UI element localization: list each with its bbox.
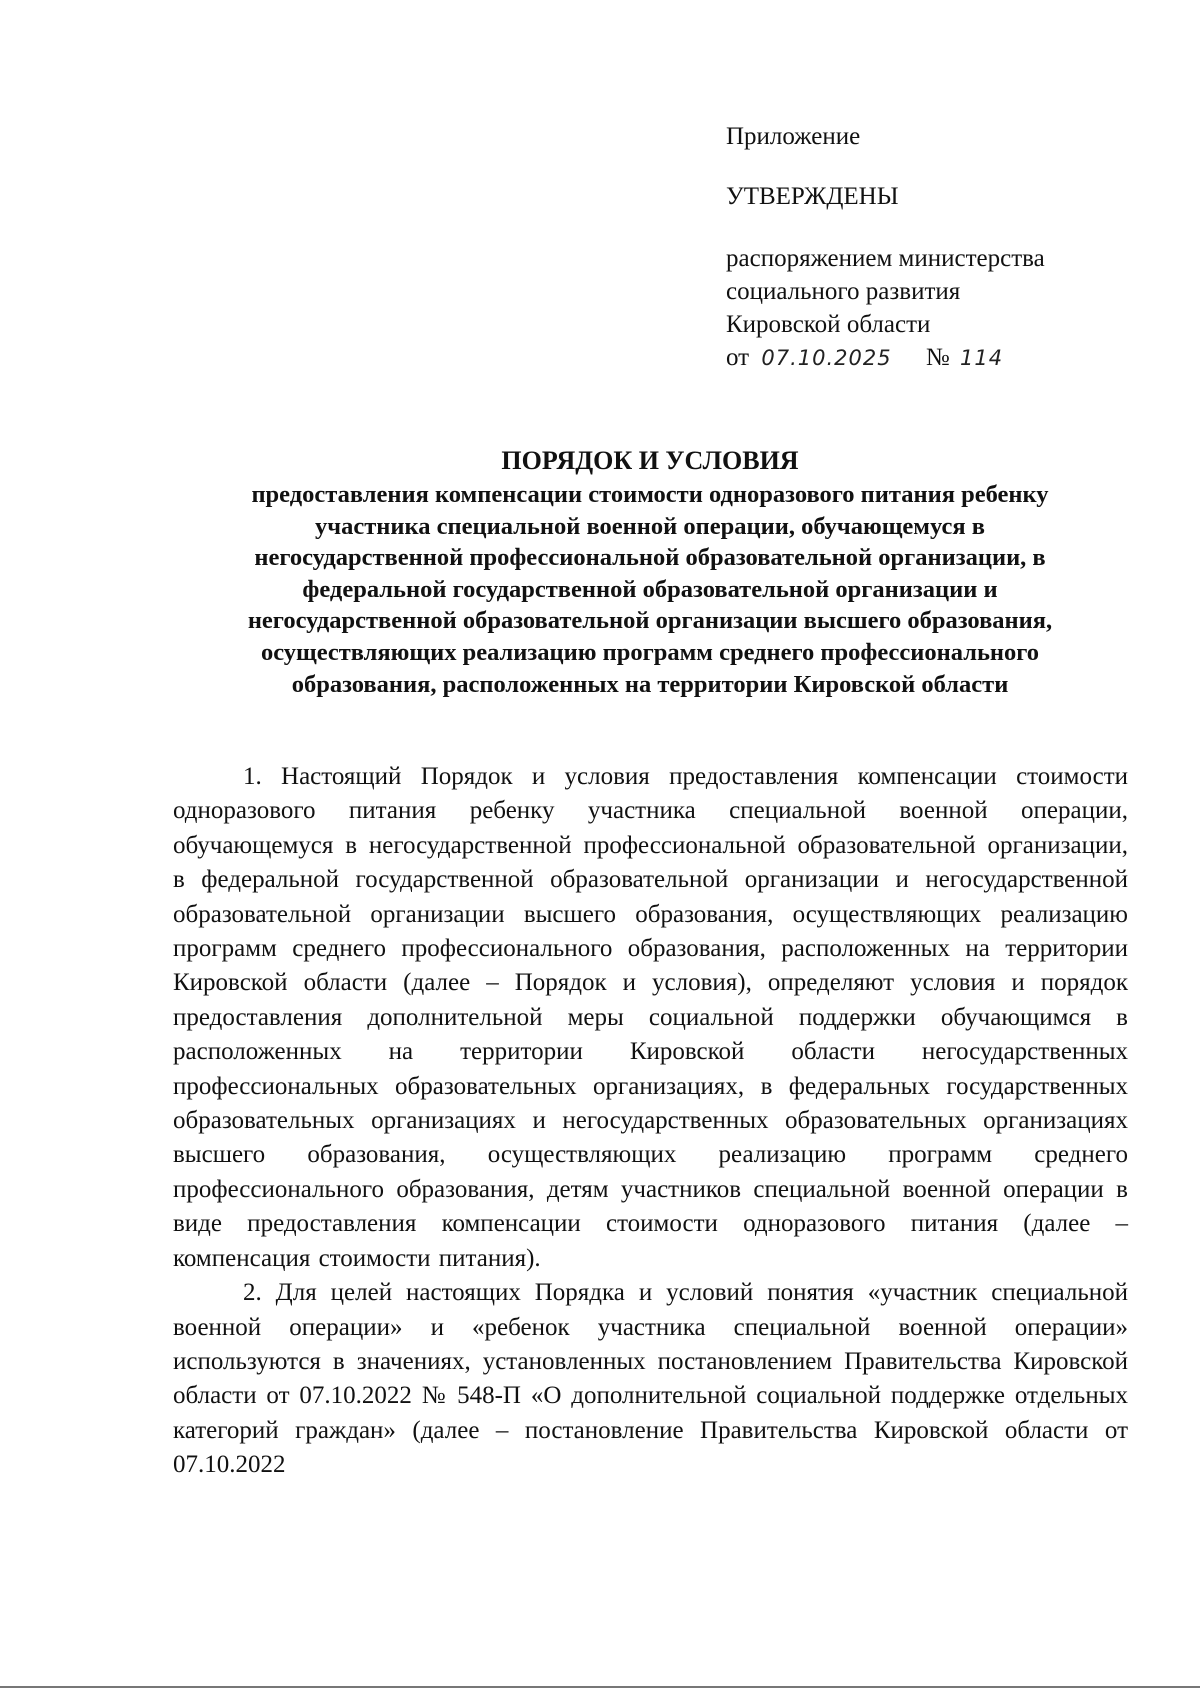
page-bottom-edge: [0, 1686, 1200, 1688]
number-prefix: №: [925, 344, 950, 371]
document-subtitle: [160, 479, 1140, 700]
subtitle-line: предоставления компенсации стоимости одноразового питания ребенку: [251, 481, 1049, 508]
paragraph-2: [173, 1276, 1128, 1482]
subtitle-line: негосударственной профессиональной образовательной организации, в: [254, 544, 1046, 572]
document-title: ПОРЯДОК И УСЛОВИЯ: [501, 446, 799, 475]
approval-block: [726, 242, 1045, 375]
document-body: [173, 760, 1128, 1483]
handwritten-number: 114: [959, 346, 1004, 370]
approval-line: Кировской области: [726, 311, 931, 338]
date-prefix: от: [726, 344, 750, 371]
subtitle-line: федеральной государственной образовательной организации и: [302, 575, 998, 603]
appendix-label: Приложение: [726, 123, 861, 150]
subtitle-line: негосударственной образовательной организации высшего образования,: [247, 607, 1053, 635]
approval-date-line: [726, 341, 1045, 375]
paragraph-1-text: 1. Настоящий Порядок и условия предоставления компенсации стоимости одноразового питания ребенку участника специальной военной операции, обучающемуся в негосударственной профессиональной образовательной организации, в федеральной государственной образовательной организации и негосударственной образовательной организации высшего образования, осуществляющих реализацию программ среднего профессионального образования, расположенных на территории Кировской области (далее – Порядок и условия), определяют условия и порядок предоставления дополнительной меры социальной поддержки обучающимся в расположенных на территории Кировской области негосударственных профессиональных образовательных организациях, в федеральных государственных образовательных организациях и негосударственных образовательных организациях высшего образования, осуществляющих реализацию программ среднего профессионального образования, детям участников специальной военной операции в виде предоставления компенсации стоимости одноразового питания (далее – компенсация стоимости питания).: [173, 763, 1128, 1272]
handwritten-date: 07.10.2025: [761, 346, 892, 370]
approved-label: УТВЕРЖДЕНЫ: [726, 183, 899, 210]
subtitle-line: участника специальной военной операции, обучающемуся в: [315, 512, 985, 540]
paragraph-1: [173, 760, 1128, 1276]
subtitle-line: осуществляющих реализацию программ среднего профессионального: [260, 638, 1040, 666]
approval-line: распоряжением министерства: [726, 245, 1045, 272]
subtitle-line: образования, расположенных на территории Кировской области: [291, 670, 1009, 698]
paragraph-2-text: 2. Для целей настоящих Порядка и условий понятия «участник специальной военной операции» и «ребенок участника специальной военной операции» используются в значениях, установленных постановлением Правительства Кировской области от 07.10.2022 № 548-П «О дополнительной социальной поддержке отдельных категорий граждан» (далее – постановление Правительства Кировской области от 07.10.2022: [173, 1279, 1128, 1479]
approval-line: социального развития: [726, 278, 961, 305]
